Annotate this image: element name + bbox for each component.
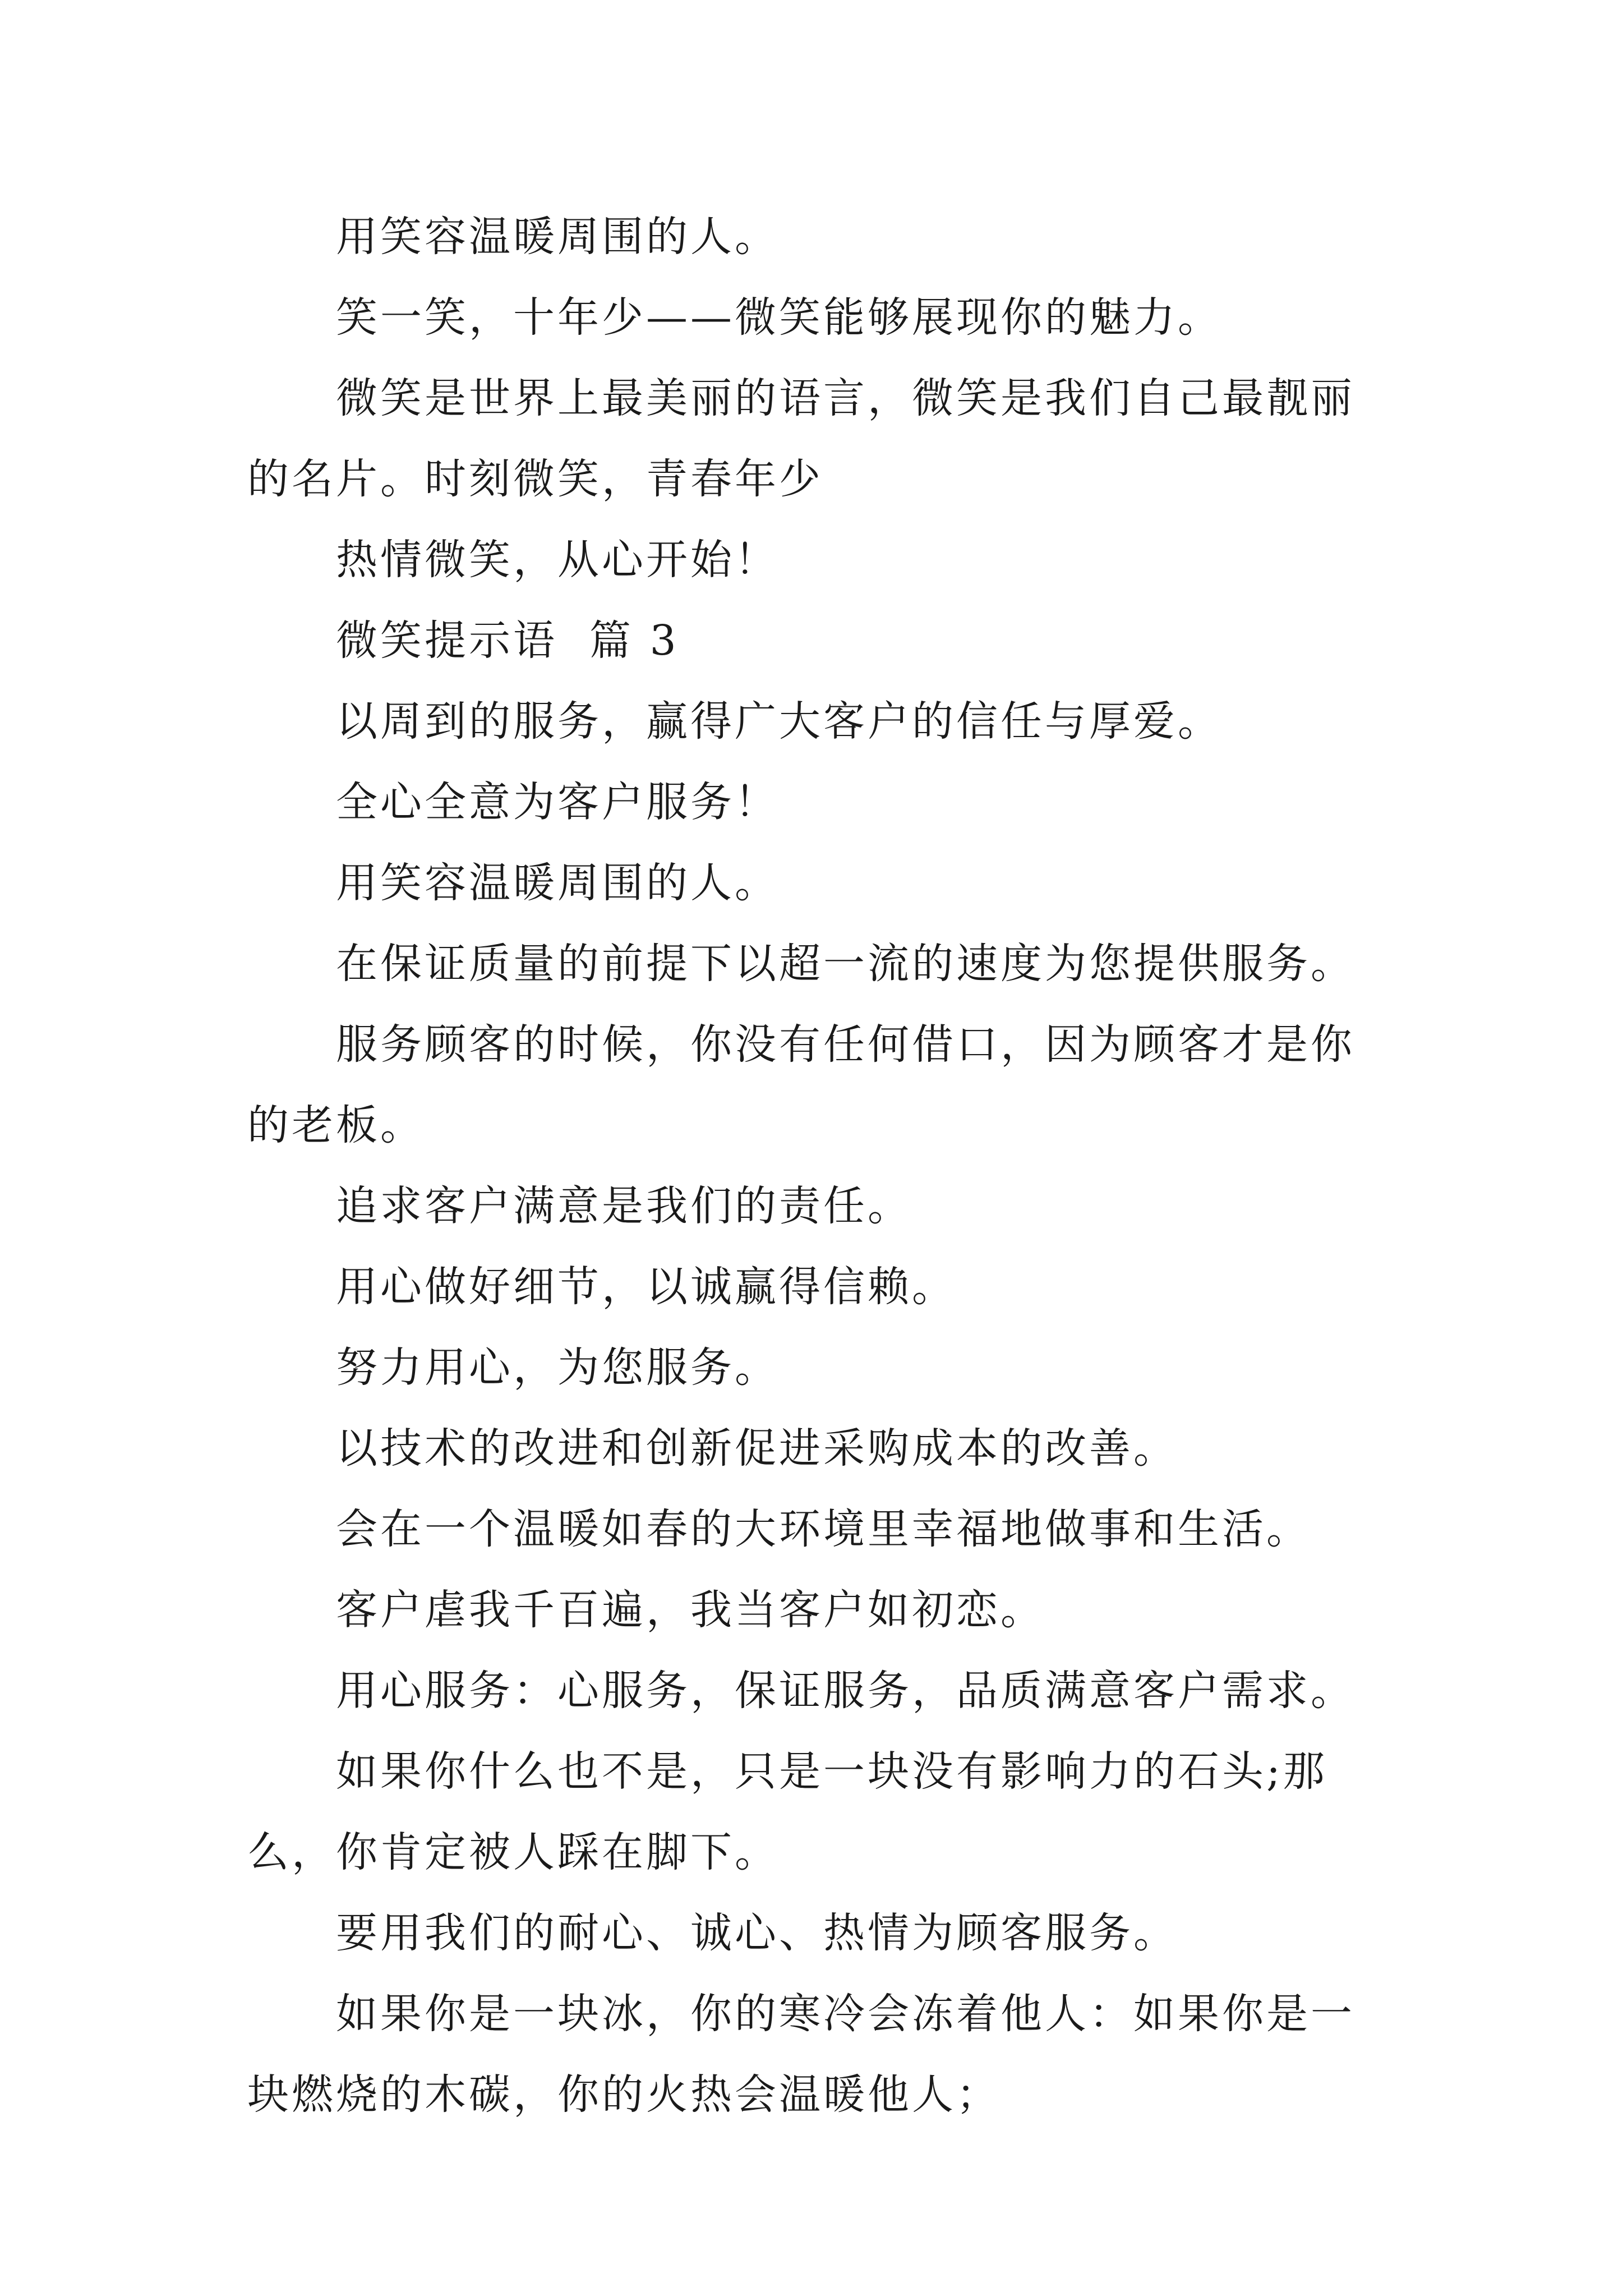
paragraph: 会在一个温暖如春的大环境里幸福地做事和生活。 bbox=[336, 1505, 1311, 1553]
document-body bbox=[247, 196, 1397, 2135]
paragraph: 要用我们的耐心、诚心、热情为顾客服务。 bbox=[336, 1909, 1178, 1957]
paragraph: 在保证质量的前提下以超一流的速度为您提供服务。 bbox=[336, 940, 1355, 988]
paragraph: 客户虐我千百遍，我当客户如初恋。 bbox=[336, 1586, 1045, 1634]
paragraph: 努力用心，为您服务。 bbox=[336, 1343, 779, 1392]
paragraph: 用心做好细节，以诚赢得信赖。 bbox=[336, 1263, 956, 1311]
paragraph: 热情微笑，从心开始！ bbox=[336, 536, 779, 584]
paragraph: 用笑容温暖周围的人。 bbox=[336, 859, 779, 907]
paragraph: 用笑容温暖周围的人。 bbox=[336, 213, 779, 261]
paragraph: 微笑是世界上最美丽的语言，微笑是我们自己最靓丽的名片。时刻微笑，青春年少 bbox=[247, 374, 1355, 503]
section-heading: 微笑提示语 篇 3 bbox=[336, 616, 679, 665]
paragraph: 用心服务：心服务，保证服务，品质满意客户需求。 bbox=[336, 1667, 1355, 1715]
paragraph: 追求客户满意是我们的责任。 bbox=[336, 1182, 912, 1230]
paragraph: 如果你是一块冰，你的寒冷会冻着他人：如果你是一块燃烧的木碳，你的火热会温暖他人； bbox=[247, 1990, 1355, 2119]
paragraph: 笑一笑，十年少——微笑能够展现你的魅力。 bbox=[336, 293, 1222, 342]
paragraph: 服务顾客的时候，你没有任何借口，因为顾客才是你的老板。 bbox=[247, 1020, 1355, 1149]
paragraph: 如果你什么也不是，只是一块没有影响力的石头;那么，你肯定被人踩在脚下。 bbox=[247, 1747, 1327, 1876]
paragraph: 全心全意为客户服务！ bbox=[336, 778, 779, 826]
paragraph: 以周到的服务，赢得广大客户的信任与厚爱。 bbox=[336, 697, 1222, 746]
paragraph: 以技术的改进和创新促进采购成本的改善。 bbox=[336, 1424, 1178, 1473]
